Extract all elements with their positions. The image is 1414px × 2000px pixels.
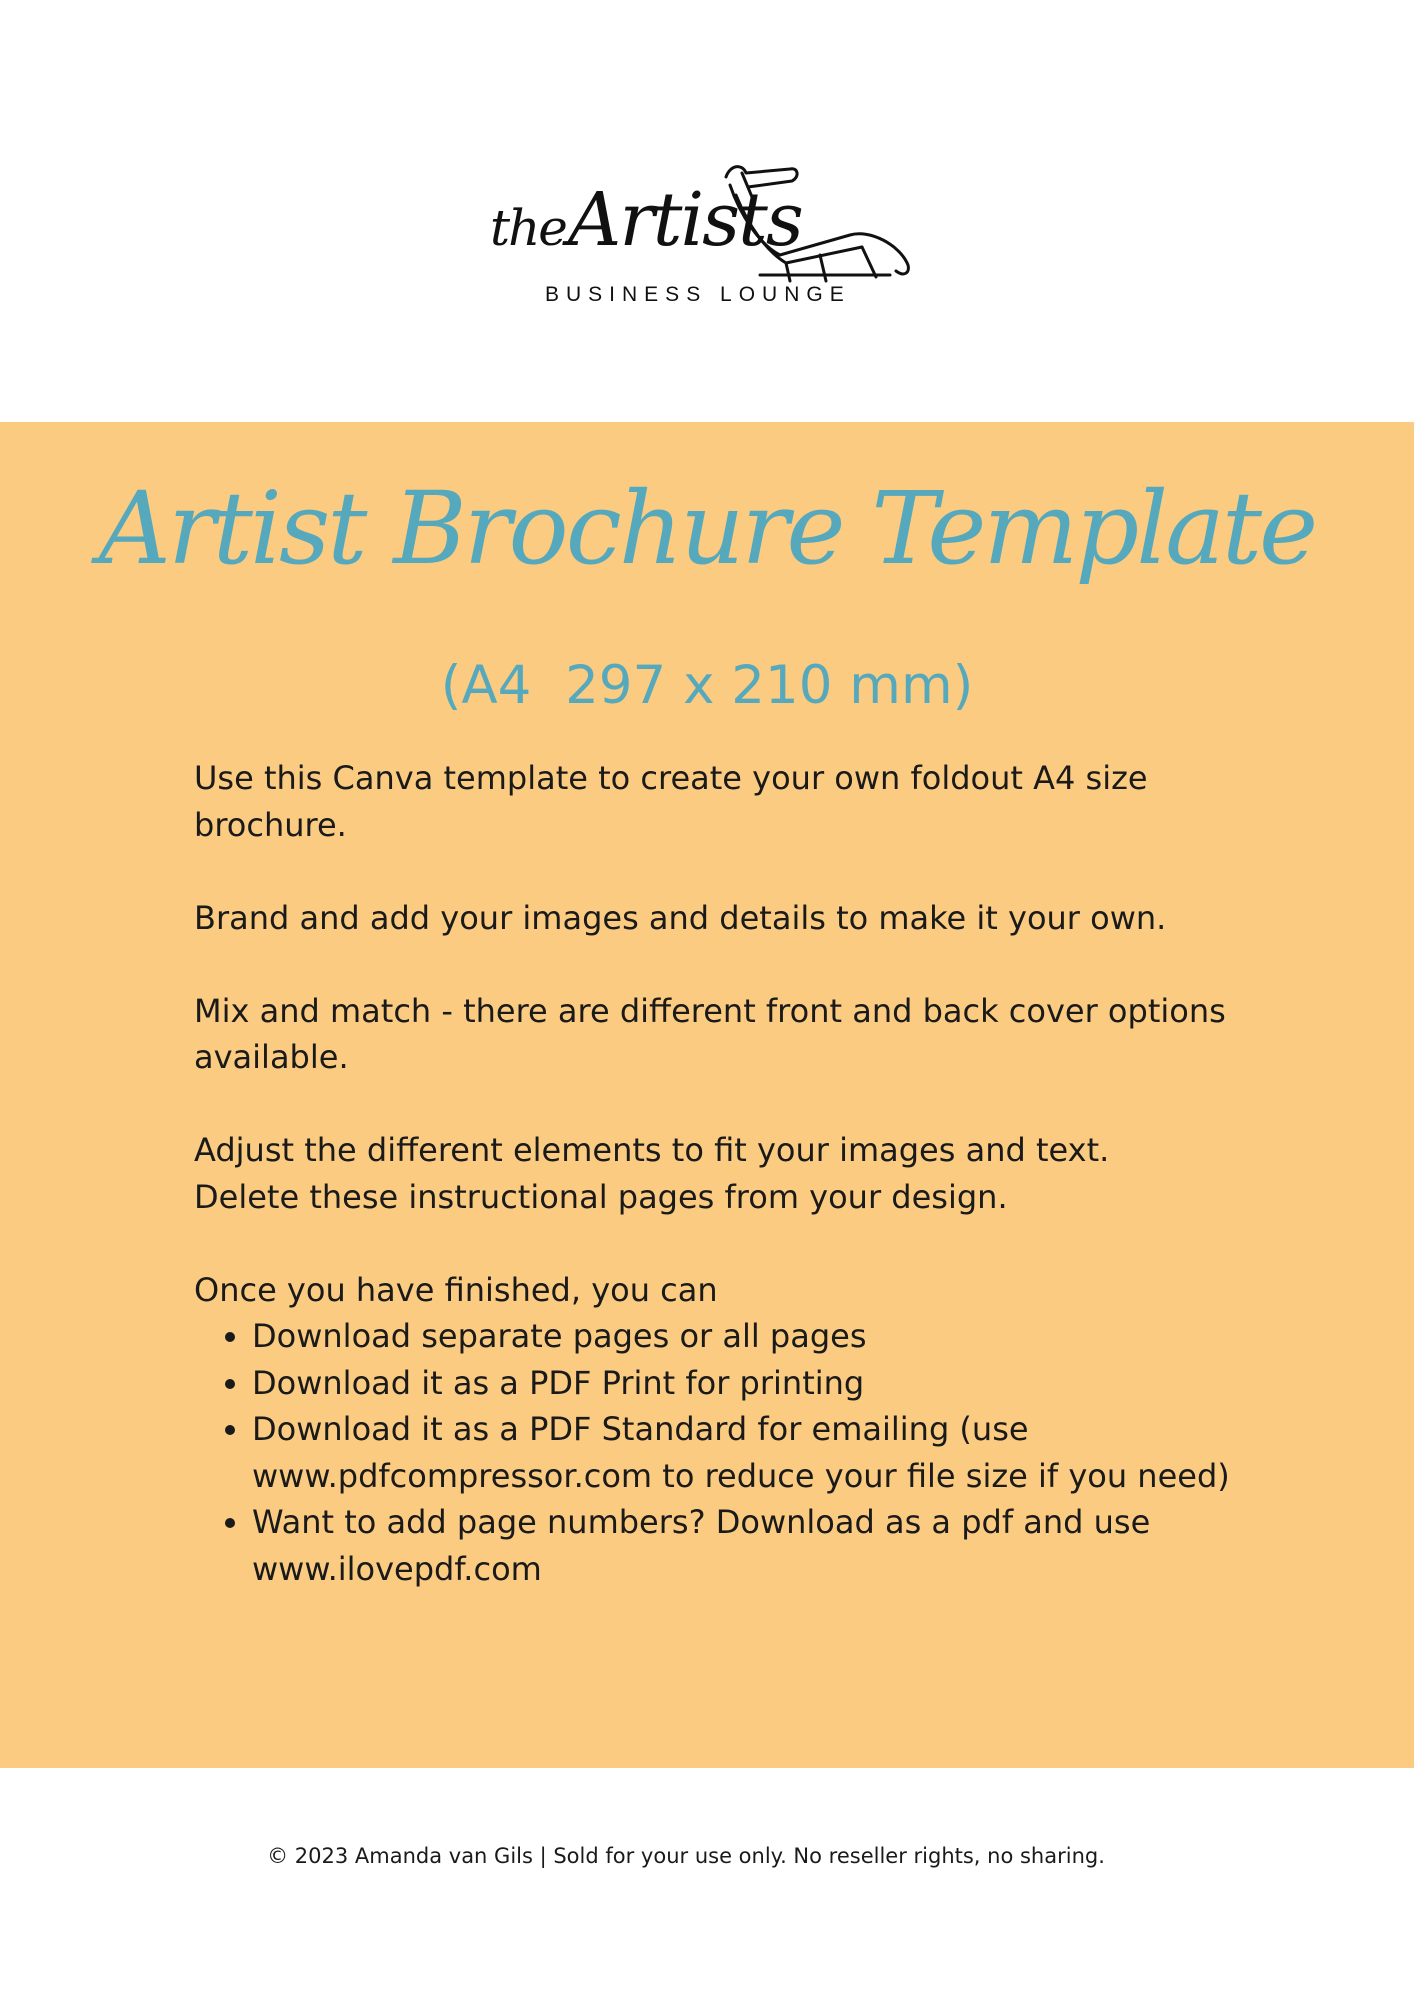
page-subtitle: (A4 297 x 210 mm) [440, 655, 974, 716]
finish-options-list [194, 1313, 1234, 1592]
logo-subtitle: BUSINESS LOUNGE [545, 283, 851, 306]
paragraph-adjust: Adjust the different elements to fit your images and text. [194, 1131, 1110, 1169]
page-title: Artist Brochure Template [98, 470, 1316, 587]
paragraph-intro: Use this Canva template to create your own foldout A4 size brochure. [194, 759, 1148, 844]
paragraph-delete: Delete these instructional pages from your design. [194, 1177, 1008, 1216]
paragraph-brand: Brand and add your images and details to make it your own. [194, 898, 1167, 937]
logo-script-name: Artists [567, 177, 802, 263]
copyright-footer: © 2023 Amanda van Gils | Sold for your use only. No reseller rights, no sharing. [267, 1844, 1105, 1868]
list-item: • Download it as a PDF Standard for emailing (use www.pdfcompressor.com to reduce your file size if you need) [252, 1406, 1234, 1499]
logo-script-the: the [490, 199, 566, 257]
list-item: • Download separate pages or all pages [252, 1313, 1234, 1360]
brand-logo [490, 155, 930, 325]
list-intro: Once you have finished, you can [194, 1270, 718, 1309]
paragraph-mix-match: Mix and match - there are different front and back cover options available. [194, 991, 1226, 1076]
list-item: • Download it as a PDF Print for printing [252, 1360, 1234, 1407]
list-item: • Want to add page numbers? Download as a pdf and use www.ilovepdf.com [252, 1499, 1234, 1592]
instructions [194, 755, 1234, 1592]
